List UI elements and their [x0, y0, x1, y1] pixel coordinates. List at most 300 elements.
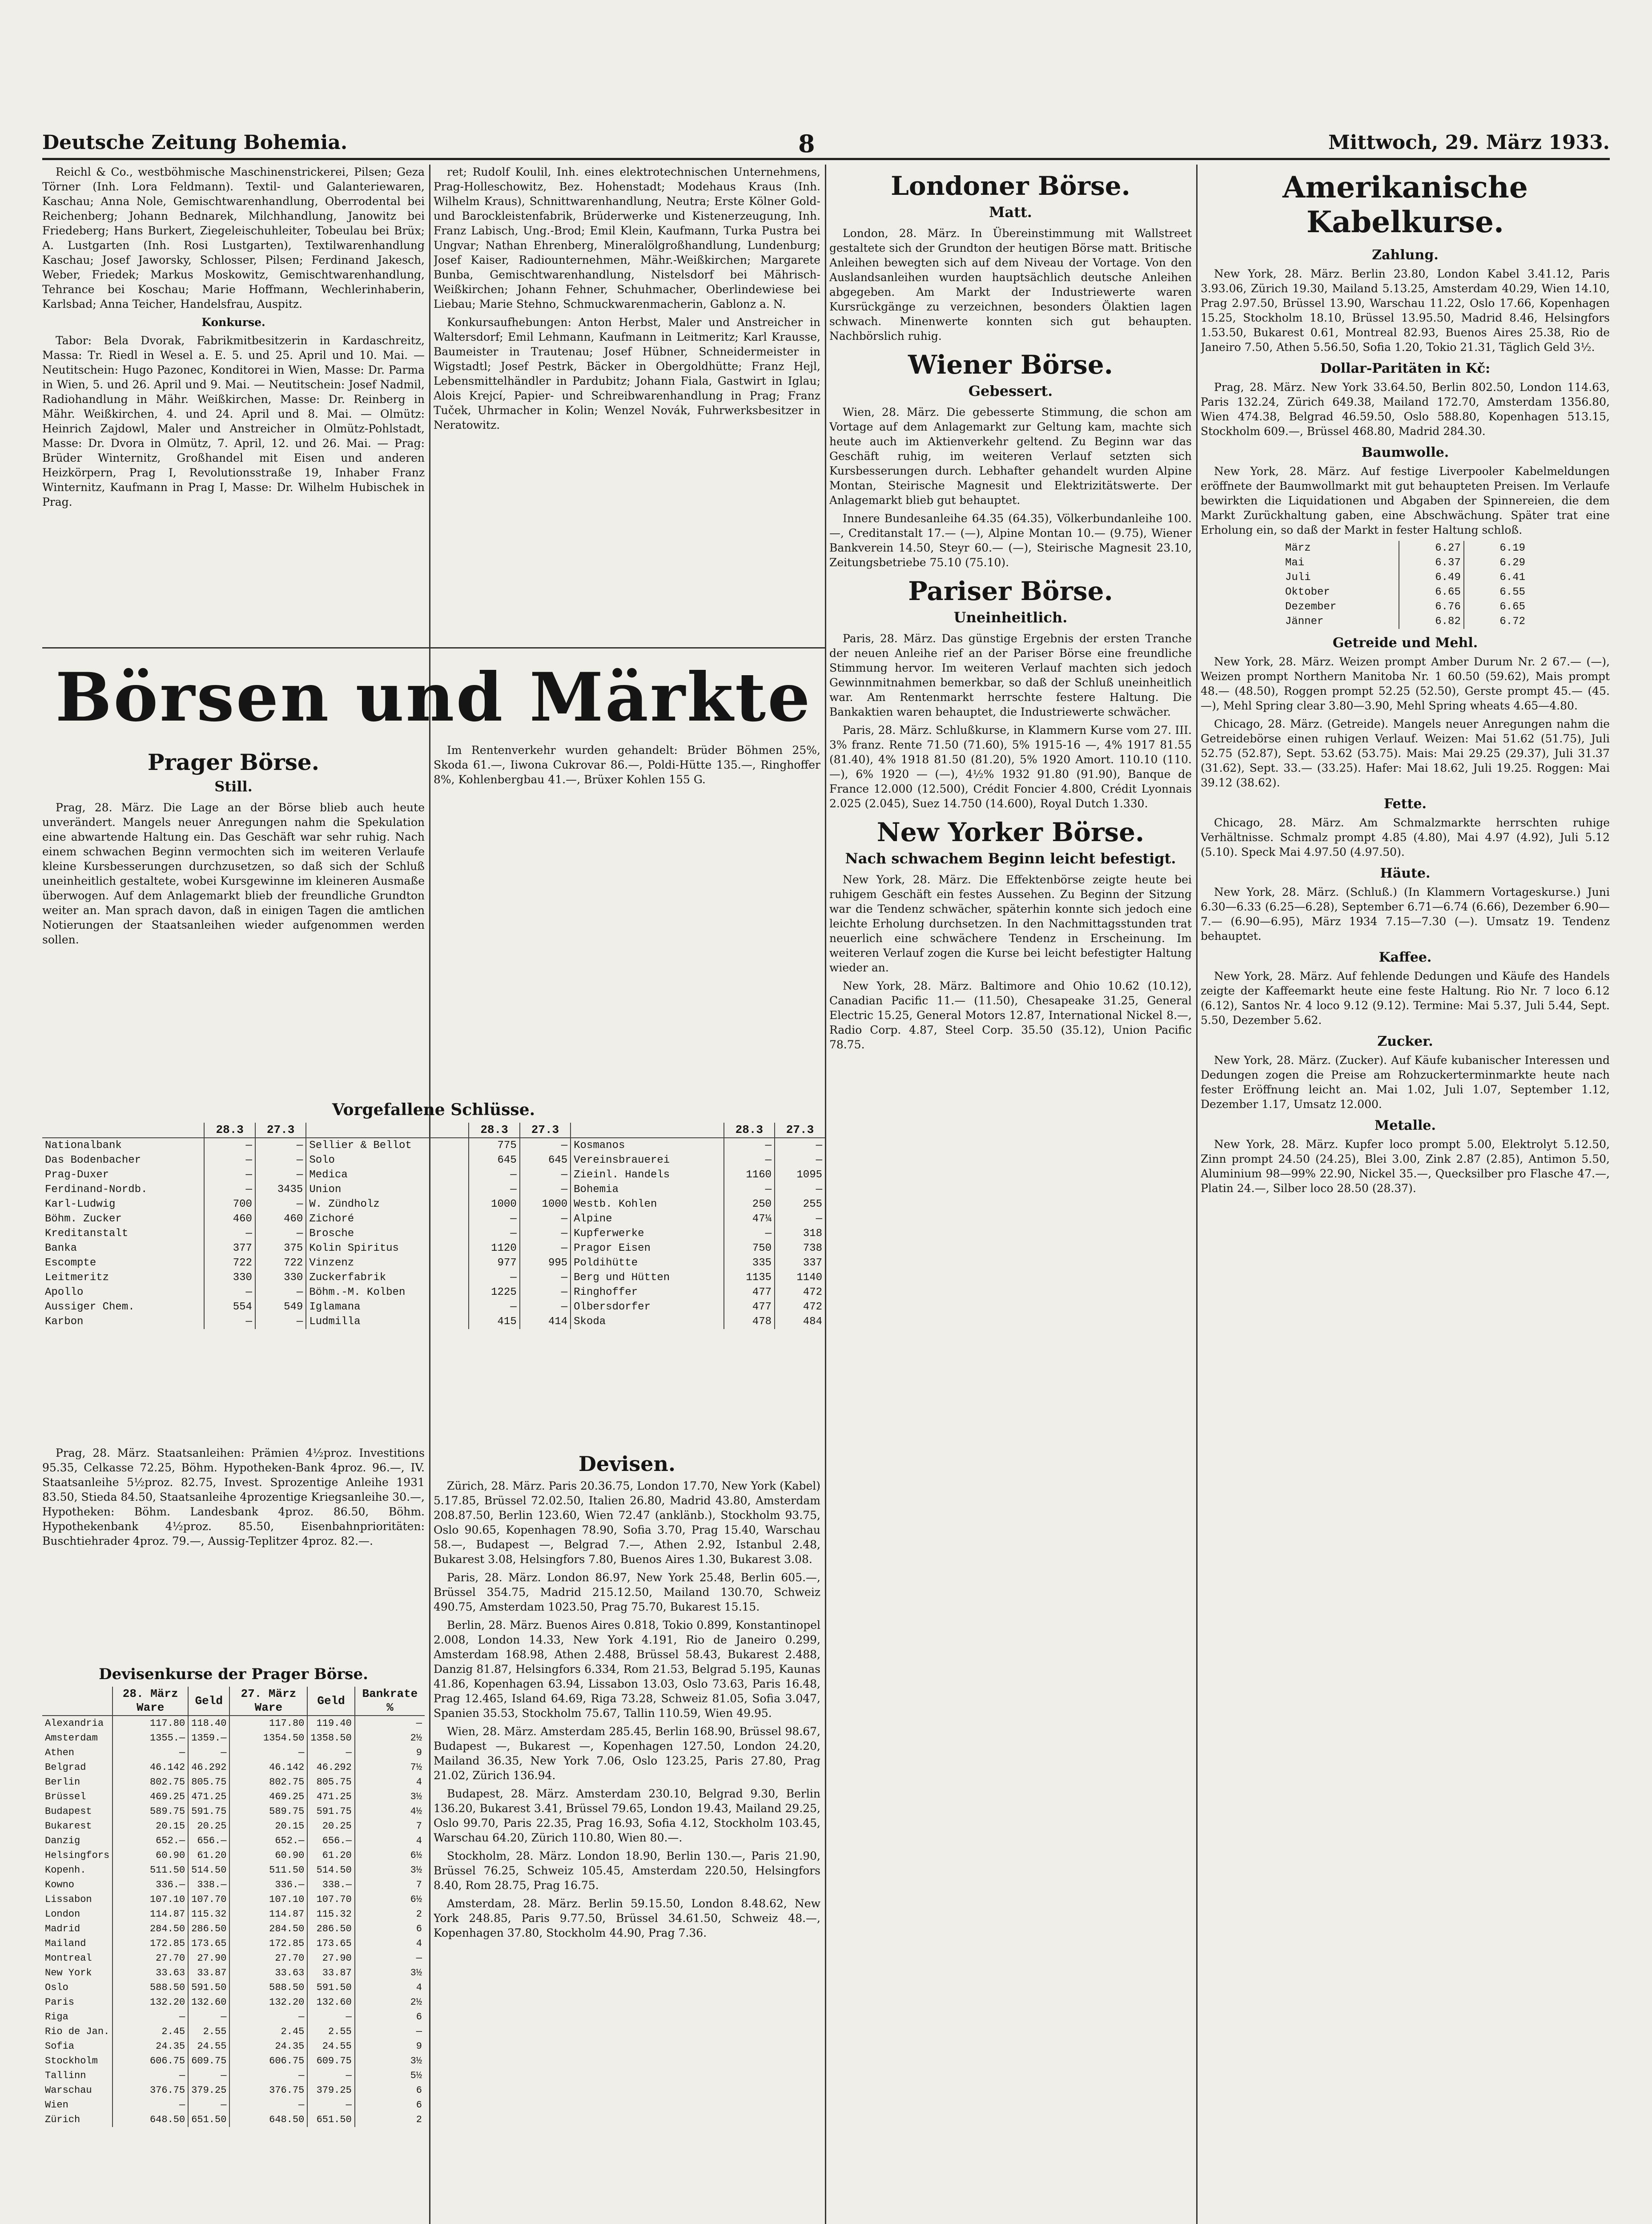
table-cell: Kolin Spiritus — [306, 1241, 469, 1256]
table-cell: 132.60 — [307, 1995, 354, 2010]
table-header-cell — [571, 1123, 724, 1138]
devisen-row — [42, 1745, 425, 1760]
schluss-row — [42, 1226, 825, 1241]
table-cell: 20.25 — [188, 1819, 229, 1833]
table-cell: — — [229, 1745, 307, 1760]
table-cell: Westb. Kohlen — [571, 1197, 724, 1212]
table-cell: — — [229, 2098, 307, 2112]
table-cell: Juli — [1285, 572, 1311, 584]
table-cell: 6.41 — [1464, 570, 1528, 585]
table-cell: 255 — [775, 1197, 825, 1212]
schluss-row — [42, 1168, 825, 1182]
table-cell: — — [520, 1168, 571, 1182]
table-cell: 46.142 — [113, 1760, 188, 1775]
table-cell: 588.50 — [113, 1980, 188, 1995]
table-cell: — — [204, 1168, 255, 1182]
table-cell: Budapest — [45, 1806, 92, 1817]
table-cell: 286.50 — [188, 1922, 229, 1936]
baumwolle-row — [1282, 570, 1528, 585]
table-cell: — — [355, 1951, 425, 1966]
table-cell: — — [469, 1270, 519, 1285]
table-cell: — — [255, 1314, 306, 1329]
table-cell: 6.29 — [1464, 556, 1528, 570]
table-cell: 61.20 — [188, 1848, 229, 1863]
table-cell: Leitmeritz — [45, 1272, 109, 1284]
schluesse-block — [42, 1094, 825, 1441]
schluss-row — [42, 1241, 825, 1256]
baumwolle-table — [1282, 541, 1528, 629]
table-cell: — — [520, 1241, 571, 1256]
table-cell: — — [255, 1226, 306, 1241]
table-cell: Vereinsbrauerei — [571, 1153, 724, 1168]
table-cell: 609.75 — [307, 2054, 354, 2068]
table-cell: 114.87 — [229, 1907, 307, 1922]
table-header-cell: Geld — [307, 1687, 354, 1716]
table-cell: — — [204, 1138, 255, 1153]
table-cell: Wien — [45, 2099, 68, 2111]
table-cell: 2½ — [355, 1995, 425, 2010]
zucker-head: Zucker. — [1377, 1034, 1433, 1049]
table-cell: Sellier & Bellot — [306, 1138, 469, 1153]
table-cell: Oslo — [45, 1982, 68, 1993]
devisen-row — [42, 1848, 425, 1863]
metalle-text: New York, 28. März. Kupfer loco prompt 5.00, Elektrolyt 5.12.50, Zinn prompt 24.50 (24.25), Blei 3.00, Zink 2.87 (2.85), Antimon 5.50, Aluminium 98—99% 22.90, Nickel 35.—, Quecksilber pro Flasche 47.—, Platin 24.—, Silber loco 28.50 (28.37). — [1201, 1138, 1610, 1195]
table-cell: Olbersdorfer — [571, 1300, 724, 1314]
pariser-text: Paris, 28. März. Das günstige Ergebnis der ersten Tranche der neuen Anleihe rief an der Pariser Börse eine freundliche Stimmung hervor. Im weiteren Verlauf machten sich jedoch Gewinnmitnahmen bemerkbar, so daß der Schluß uneinheitlich war. Am Rentenmarkt herrschte festere Haltung. Die Bankaktien waren behauptet, die Industriewerte schwächer. — [829, 632, 1192, 718]
table-cell: Berg und Hütten — [571, 1270, 724, 1285]
devisen-row — [42, 1966, 425, 1980]
table-cell: 132.60 — [188, 1995, 229, 2010]
table-cell: Poldihütte — [571, 1256, 724, 1270]
table-cell: — — [204, 1226, 255, 1241]
table-cell: 107.70 — [307, 1892, 354, 1907]
table-cell: Vinzenz — [306, 1256, 469, 1270]
table-cell: Karbon — [45, 1316, 84, 1328]
table-cell: — — [520, 1182, 571, 1197]
table-cell: Bohemia — [571, 1182, 724, 1197]
baumwolle-text: New York, 28. März. Auf festige Liverpooler Kabelmeldungen eröffnete der Baumwollmarkt mit gut behaupteten Preisen. Im Verlaufe bewirkten die Liquidationen und Abgaben der Spinnereien, die dem Markt Zurückhaltung gaben, eine Abschwächung. Später trat eine Erholung ein, so daß der Markt in fester Haltung schloß. — [1201, 465, 1610, 536]
table-cell: 132.20 — [229, 1995, 307, 2010]
table-cell: Montreal — [45, 1953, 92, 1964]
table-cell: 511.50 — [229, 1863, 307, 1878]
devisen-row — [42, 1819, 425, 1833]
table-cell: — — [520, 1226, 571, 1241]
table-cell: 24.35 — [229, 2039, 307, 2054]
table-cell: 477 — [724, 1300, 775, 1314]
table-cell: 1358.50 — [307, 1731, 354, 1745]
devisen-row — [42, 1760, 425, 1775]
table-cell: — — [204, 1314, 255, 1329]
table-cell: Rio de Jan. — [45, 2026, 110, 2037]
table-cell: — — [520, 1138, 571, 1153]
baumwolle-row — [1282, 600, 1528, 614]
table-cell: 1000 — [469, 1197, 519, 1212]
table-cell: 588.50 — [229, 1980, 307, 1995]
table-cell: Banka — [45, 1242, 77, 1254]
table-cell: Böhm.-M. Kolben — [306, 1285, 469, 1300]
table-cell: 591.75 — [307, 1804, 354, 1819]
table-cell: 722 — [255, 1256, 306, 1270]
schluss-row — [42, 1270, 825, 1285]
devisen-row — [42, 1775, 425, 1789]
table-cell: 6.19 — [1464, 541, 1528, 556]
kaffee-head: Kaffee. — [1379, 950, 1432, 965]
table-cell: 738 — [775, 1241, 825, 1256]
chicago-text: Chicago, 28. März. (Getreide). Mangels neuer Anregungen nahm die Getreidebörse einen ruhigen Verlauf. Weizen: Mai 51.62 (51.75), Juli 52.75 (52.87), Sept. 53.62 (53.75). Mais: Mai 29.25 (29.37), Juli 31.37 (31.62), Sept. 33.— (33.25). Hafer: Mai 18.62, Juli 19.25. Roggen: Mai 39.12 (38.62). — [1201, 717, 1610, 789]
table-cell: Böhm. Zucker — [45, 1213, 122, 1225]
table-cell: 2½ — [355, 1731, 425, 1745]
table-header-cell: 28.3 — [724, 1123, 775, 1138]
table-cell: 286.50 — [307, 1922, 354, 1936]
table-cell: 750 — [724, 1241, 775, 1256]
table-cell: Zürich — [45, 2114, 80, 2125]
table-cell: 471.25 — [188, 1789, 229, 1804]
table-cell: Athen — [45, 1747, 75, 1758]
table-cell: 1140 — [775, 1270, 825, 1285]
column-3 — [829, 165, 1192, 2224]
table-cell: 375 — [255, 1241, 306, 1256]
devisen-stockholm: Stockholm, 28. März. London 18.90, Berlin 130.—, Paris 21.90, Brüssel 76.25, Schweiz 105.45, Amsterdam 220.50, Helsingfors 8.40, Rom 28.75, Prag 16.75. — [434, 1849, 820, 1892]
table-cell: Mai — [1285, 557, 1305, 569]
table-cell: — — [307, 2068, 354, 2083]
table-cell: 172.85 — [113, 1936, 188, 1951]
devisen-row — [42, 2083, 425, 2098]
kaffee-text: New York, 28. März. Auf fehlende Dedungen und Käufe des Handels zeigte der Kaffeemarkt heute eine feste Haltung. Rio Nr. 7 loco 6.12 (6.12), Santos Nr. 4 loco 9.12 (9.12). Termine: Mai 5.37, Juli 5.44, Sept. 5.50, Dezember 5.62. — [1201, 970, 1610, 1027]
devisen-row — [42, 2054, 425, 2068]
section-title-block — [42, 654, 825, 738]
schluss-row — [42, 1138, 825, 1153]
baumwolle-row — [1282, 585, 1528, 600]
table-cell: — — [204, 1285, 255, 1300]
table-cell: Brosche — [306, 1226, 469, 1241]
table-cell: 805.75 — [188, 1775, 229, 1789]
table-cell: Zieinl. Handels — [571, 1168, 724, 1182]
newyorker-text: New York, 28. März. Die Effektenbörse zeigte heute bei ruhigem Geschäft ein festes Aussehen. Zu Beginn der Sitzung war die Tendenz schwächer, späterhin konnte sich jedoch eine leichte Erholung durchsetzen. In den Nachmittagsstunden trat neuerlich eine schwächere Tendenz in Erscheinung. Im weiteren Verlauf zogen die Kurse bei leicht befestigter Haltung wieder an. — [829, 873, 1192, 974]
table-cell: 2.55 — [307, 2024, 354, 2039]
devisen-budapest: Budapest, 28. März. Amsterdam 230.10, Belgrad 9.30, Berlin 136.20, Bukarest 3.41, Brüssel 79.65, London 19.43, Mailand 29.25, Oslo 99.70, Paris 22.35, Prag 16.93, Sofia 4.12, Stockholm 103.45, Warschau 64.20, Zürich 110.80, Wien 80.—. — [434, 1787, 820, 1844]
table-cell: 107.10 — [113, 1892, 188, 1907]
table-cell: 1160 — [724, 1168, 775, 1182]
table-cell: 4½ — [355, 1804, 425, 1819]
table-cell: 6.27 — [1399, 541, 1464, 556]
table-cell: Mailand — [45, 1938, 86, 1949]
devisen-row — [42, 2039, 425, 2054]
table-cell: 2.55 — [188, 2024, 229, 2039]
table-cell: 6.72 — [1464, 614, 1528, 629]
devisen-row — [42, 2098, 425, 2112]
devisen-zurich: Zürich, 28. März. Paris 20.36.75, London 17.70, New York (Kabel) 5.17.85, Brüssel 72.02.50, Italien 26.80, Madrid 43.80, Amsterdam 208.87.50, Berlin 123.60, Wien 72.47 (anklänb.), Stockholm 93.75, Oslo 90.65, Kopenhagen 78.90, Sofia 3.70, Prag 15.40, Warschau 58.—, Budapest —, Belgrad 7.—, Athen 2.92, Istanbul 2.48, Bukarest 3.08, Helsingfors 7.80, Buenos Aires 1.30, Bukarest 3.08. — [434, 1479, 820, 1566]
table-cell: — — [255, 1197, 306, 1212]
table-header-cell — [42, 1123, 204, 1138]
metalle-head: Metalle. — [1375, 1118, 1436, 1133]
staatsanleihen-block — [42, 1446, 425, 1655]
dollar-text: Prag, 28. März. New York 33.64.50, Berlin 802.50, London 114.63, Paris 132.24, Zürich 649.38, Mailand 172.70, Amsterdam 1356.80, Wien 474.38, Belgrad 46.59.50, Oslo 588.80, Kopenhagen 513.15, Stockholm 609.—, Brüssel 468.80, Madrid 284.30. — [1201, 381, 1610, 438]
devisen-row — [42, 1878, 425, 1892]
table-cell: 24.55 — [188, 2039, 229, 2054]
table-cell: 6½ — [355, 1892, 425, 1907]
table-cell: 514.50 — [307, 1863, 354, 1878]
table-cell: 173.65 — [188, 1936, 229, 1951]
table-cell: 7 — [355, 1878, 425, 1892]
table-cell: — — [775, 1153, 825, 1168]
table-cell: 460 — [255, 1212, 306, 1226]
table-cell: Medica — [306, 1168, 469, 1182]
table-cell: — — [469, 1300, 519, 1314]
prager-boerse — [42, 743, 425, 1085]
baumwolle-row — [1282, 614, 1528, 629]
table-cell: 805.75 — [307, 1775, 354, 1789]
table-header-cell — [42, 1687, 113, 1716]
londoner-subtitle: Matt. — [989, 204, 1032, 221]
table-cell: 4 — [355, 1775, 425, 1789]
pariser-title: Pariser Börse. — [908, 576, 1113, 606]
table-cell: Warschau — [45, 2085, 92, 2096]
table-cell: 2 — [355, 1907, 425, 1922]
devisen-row — [42, 1789, 425, 1804]
table-cell: 6.76 — [1399, 600, 1464, 614]
table-cell: 173.65 — [307, 1936, 354, 1951]
devisen-paris: Paris, 28. März. London 86.97, New York 25.48, Berlin 605.—, Brüssel 354.75, Madrid 215.12.50, Mailand 130.70, Schweiz 490.75, Amsterdam 1023.50, Prag 75.70, Bukarest 15.15. — [434, 1571, 820, 1613]
table-cell: 6 — [355, 2010, 425, 2024]
devisen-berlin: Berlin, 28. März. Buenos Aires 0.818, Tokio 0.899, Konstantinopel 2.008, London 14.33, New York 4.191, Rio de Janeiro 0.299, Amsterdam 168.98, Athen 2.488, Brüssel 58.43, Bukarest 2.488, Danzig 81.87, Helsingfors 6.334, Rom 21.53, Belgrad 5.195, Kaunas 41.86, Kopenhagen 63.94, Lissabon 13.03, Oslo 73.63, Paris 16.48, Prag 12.465, Island 64.69, Riga 73.28, Schweiz 81.05, Sofia 3.047, Spanien 35.53, Stockholm 75.67, Tallin 110.59, Wien 49.95. — [434, 1619, 820, 1720]
table-cell: 802.75 — [113, 1775, 188, 1789]
table-cell: Zuckerfabrik — [306, 1270, 469, 1285]
table-cell: Kopenh. — [45, 1865, 86, 1876]
table-cell: 27.90 — [307, 1951, 354, 1966]
table-header-cell — [306, 1123, 469, 1138]
zahlung-text: New York, 28. März. Berlin 23.80, London Kabel 3.41.12, Paris 3.93.06, Zürich 19.30, Mailand 5.13.25, Amsterdam 40.29, Wien 14.10, Prag 2.97.50, Brüssel 13.90, Warschau 11.22, Oslo 17.66, Kopenhagen 15.25, Stockholm 18.10, Brüssel 13.95.50, Madrid 8.46, Helsingfors 1.53.50, Bukarest 0.61, Montreal 82.93, Buenos Aires 25.38, Rio de Janeiro 7.50, Athen 5.56.50, Sofia 1.20, Tokio 21.31, Täglich Geld 3½. — [1201, 267, 1610, 354]
table-cell: 118.40 — [188, 1716, 229, 1731]
schluss-row — [42, 1285, 825, 1300]
table-cell: 33.63 — [229, 1966, 307, 1980]
table-cell: — — [113, 2098, 188, 2112]
table-cell: 6½ — [355, 1848, 425, 1863]
schluss-row — [42, 1300, 825, 1314]
table-header-cell: 28.3 — [469, 1123, 519, 1138]
table-header-cell: Geld — [188, 1687, 229, 1716]
table-cell: Escompte — [45, 1257, 96, 1269]
table-cell: 511.50 — [113, 1863, 188, 1878]
section-rule — [42, 647, 825, 649]
table-cell: — — [724, 1138, 775, 1153]
table-cell: 1120 — [469, 1241, 519, 1256]
wiener-text-2: Innere Bundesanleihe 64.35 (64.35), Völkerbundanleihe 100.—, Creditanstalt 17.— (—), Alpine Montan 10.— (9.75), Wiener Bankverein 14.50, Steyr 60.— (—), Steirische Magnesit 23.10, Zeitungsbetriebe 75.10 (75.10). — [829, 512, 1192, 569]
table-cell: 24.35 — [113, 2039, 188, 2054]
table-cell: 46.292 — [307, 1760, 354, 1775]
table-cell: 376.75 — [113, 2083, 188, 2098]
table-cell: Dezember — [1285, 601, 1337, 613]
table-cell: Pragor Eisen — [571, 1241, 724, 1256]
table-cell: — — [520, 1300, 571, 1314]
wiener-text: Wien, 28. März. Die gebesserte Stimmung, die schon am Vortage auf dem Anlagemarkt zur Geltung kam, machte sich heute auch im Aktienverkehr geltend. Zu Beginn war das Geschäft ruhig, im weiteren Verlauf setzten sich Kursbesserungen durch. Lebhafter gehandelt wurden Alpine Montan, Steirische Magnesit und Elektrizitätswerte. Der Anlagemarkt blieb gut behauptet. — [829, 406, 1192, 507]
table-cell: W. Zündholz — [306, 1197, 469, 1212]
table-cell: 2.45 — [229, 2024, 307, 2039]
table-cell: 115.32 — [188, 1907, 229, 1922]
wiener-subtitle: Gebessert. — [968, 383, 1053, 399]
devisen-row — [42, 1731, 425, 1745]
table-cell: 7½ — [355, 1760, 425, 1775]
table-cell: 132.20 — [113, 1995, 188, 2010]
devisen-row — [42, 1936, 425, 1951]
table-cell: 335 — [724, 1256, 775, 1270]
table-cell: 589.75 — [229, 1804, 307, 1819]
table-header-cell: Bankrate % — [355, 1687, 425, 1716]
section-title: Börsen und Märkte — [55, 658, 812, 737]
table-cell: 2.45 — [113, 2024, 188, 2039]
table-cell: 656.— — [188, 1833, 229, 1848]
table-cell: Belgrad — [45, 1762, 86, 1773]
devisen-row — [42, 2068, 425, 2083]
table-cell: 609.75 — [188, 2054, 229, 2068]
table-cell: 415 — [469, 1314, 519, 1329]
table-cell: 33.63 — [113, 1966, 188, 1980]
devisen-row — [42, 2112, 425, 2127]
table-cell: — — [355, 1716, 425, 1731]
table-header-cell: 27.3 — [775, 1123, 825, 1138]
table-cell: 3435 — [255, 1182, 306, 1197]
table-cell: — — [229, 2010, 307, 2024]
fette-text: Chicago, 28. März. Am Schmalzmarkte herrschten ruhige Verhältnisse. Schmalz prompt 4.85 (4.80), Mai 4.97 (4.92), Juli 5.12 (5.10). Speck Mai 4.97.50 (4.97.50). — [1201, 816, 1610, 858]
table-cell: Sofia — [45, 2041, 75, 2052]
table-cell: 484 — [775, 1314, 825, 1329]
prager-boerse-cont — [434, 743, 820, 1085]
table-cell: 60.90 — [229, 1848, 307, 1863]
schluss-row — [42, 1256, 825, 1270]
table-cell: 6.55 — [1464, 585, 1528, 600]
column-1-top — [42, 165, 425, 645]
table-cell: 27.70 — [113, 1951, 188, 1966]
table-cell: 722 — [204, 1256, 255, 1270]
zahlung-head: Zahlung. — [1372, 247, 1439, 263]
table-cell: Zichoré — [306, 1212, 469, 1226]
baumwolle-row — [1282, 541, 1528, 556]
table-cell: — — [188, 2098, 229, 2112]
table-cell: 250 — [724, 1197, 775, 1212]
devisenkurse-block — [42, 1659, 425, 2224]
devisen-row — [42, 1951, 425, 1966]
table-cell: Kowno — [45, 1879, 75, 1890]
table-cell: Kupferwerke — [571, 1226, 724, 1241]
newyorker-title: New Yorker Börse. — [876, 817, 1145, 847]
table-cell: 471.25 — [307, 1789, 354, 1804]
devisen-title: Devisen. — [579, 1452, 675, 1476]
getreide-head: Getreide und Mehl. — [1332, 635, 1478, 651]
table-cell: 469.25 — [229, 1789, 307, 1804]
devisen-amsterdam: Amsterdam, 28. März. Berlin 59.15.50, London 8.48.62, New York 248.85, Paris 9.77.50, Brüssel 34.61.50, Schweiz 48.—, Kopenhagen 37.80, Stockholm 44.90, Prag 7.36. — [434, 1897, 820, 1939]
table-cell: 589.75 — [113, 1804, 188, 1819]
table-cell: 606.75 — [229, 2054, 307, 2068]
masthead-name: Deutsche Zeitung Bohemia. — [42, 131, 348, 154]
table-cell: 6.65 — [1464, 600, 1528, 614]
devisen-row — [42, 1892, 425, 1907]
prager-text-2: Im Rentenverkehr wurden gehandelt: Brüder Böhmen 25%, Skoda 61.—, Iiwona Cukrovar 86.—, Poldi-Hütte 135.—, Ringhoffer 8%, Kohlenbergbau 41.—, Brüxer Kohlen 155 G. — [434, 744, 820, 786]
table-cell: 27.70 — [229, 1951, 307, 1966]
table-cell: — — [520, 1270, 571, 1285]
table-cell: 645 — [469, 1153, 519, 1168]
table-cell: Skoda — [571, 1314, 724, 1329]
column-rule — [1196, 165, 1198, 2224]
table-cell: 3½ — [355, 1863, 425, 1878]
table-cell: — — [204, 1182, 255, 1197]
table-cell: 549 — [255, 1300, 306, 1314]
pariser-subtitle: Uneinheitlich. — [953, 609, 1068, 626]
table-cell: Kreditanstalt — [45, 1228, 129, 1240]
table-cell: 318 — [775, 1226, 825, 1241]
table-cell: 9 — [355, 2039, 425, 2054]
table-cell: 337 — [775, 1256, 825, 1270]
table-cell: 700 — [204, 1197, 255, 1212]
table-cell: 1095 — [775, 1168, 825, 1182]
table-cell: — — [113, 1745, 188, 1760]
table-cell: 995 — [520, 1256, 571, 1270]
table-cell: 651.50 — [307, 2112, 354, 2127]
table-header-cell: 27.3 — [255, 1123, 306, 1138]
table-cell: — — [255, 1138, 306, 1153]
table-cell: Ferdinand-Nordb. — [45, 1184, 148, 1196]
table-cell: 3½ — [355, 1789, 425, 1804]
devisen-row — [42, 1716, 425, 1731]
devisen-wien: Wien, 28. März. Amsterdam 285.45, Berlin 168.90, Brüssel 98.67, Budapest —, Bukarest —, Kopenhagen 127.50, London 24.20, Mailand 36.35, New York 7.06, Oslo 123.25, Paris 27.80, Prag 21.02, Zürich 136.94. — [434, 1725, 820, 1782]
devisen-row — [42, 1863, 425, 1878]
prager-subtitle: Still. — [214, 778, 253, 795]
table-cell: 61.20 — [307, 1848, 354, 1863]
table-cell: 472 — [775, 1285, 825, 1300]
table-cell: 2 — [355, 2112, 425, 2127]
table-cell: 802.75 — [229, 1775, 307, 1789]
table-cell: Bukarest — [45, 1821, 92, 1832]
schluss-row — [42, 1314, 825, 1329]
table-cell: 414 — [520, 1314, 571, 1329]
table-cell: 117.80 — [113, 1716, 188, 1731]
table-header-cell: 27.3 — [520, 1123, 571, 1138]
devisen-row — [42, 1804, 425, 1819]
table-cell: 6 — [355, 1922, 425, 1936]
table-cell: Helsingfors — [45, 1850, 110, 1861]
table-cell: 46.292 — [188, 1760, 229, 1775]
schluss-row — [42, 1153, 825, 1168]
table-cell: Karl-Ludwig — [45, 1198, 116, 1210]
schluss-row — [42, 1197, 825, 1212]
table-cell: 377 — [204, 1241, 255, 1256]
table-cell: 338.— — [188, 1878, 229, 1892]
table-cell: 107.10 — [229, 1892, 307, 1907]
table-cell: — — [775, 1182, 825, 1197]
schluss-row — [42, 1212, 825, 1226]
table-cell: — — [307, 2010, 354, 2024]
table-cell: 114.87 — [113, 1907, 188, 1922]
table-cell: 330 — [204, 1270, 255, 1285]
table-cell: 6.65 — [1399, 585, 1464, 600]
table-cell: 3½ — [355, 1966, 425, 1980]
table-cell: Riga — [45, 2011, 68, 2023]
table-cell: 4 — [355, 1980, 425, 1995]
londoner-title: Londoner Börse. — [891, 171, 1130, 201]
table-cell: — — [469, 1182, 519, 1197]
table-cell: 478 — [724, 1314, 775, 1329]
table-cell: — — [775, 1212, 825, 1226]
section-label: Konkurse. — [201, 316, 265, 329]
table-cell: — — [255, 1153, 306, 1168]
table-cell: New York — [45, 1967, 92, 1978]
table-cell: 338.— — [307, 1878, 354, 1892]
table-cell: — — [307, 1745, 354, 1760]
table-cell: 591.50 — [188, 1980, 229, 1995]
table-cell: — — [469, 1226, 519, 1241]
table-cell: — — [724, 1226, 775, 1241]
issue-date: Mittwoch, 29. März 1933. — [1328, 131, 1610, 154]
devisen-row — [42, 1922, 425, 1936]
table-cell: Ludmilla — [306, 1314, 469, 1329]
